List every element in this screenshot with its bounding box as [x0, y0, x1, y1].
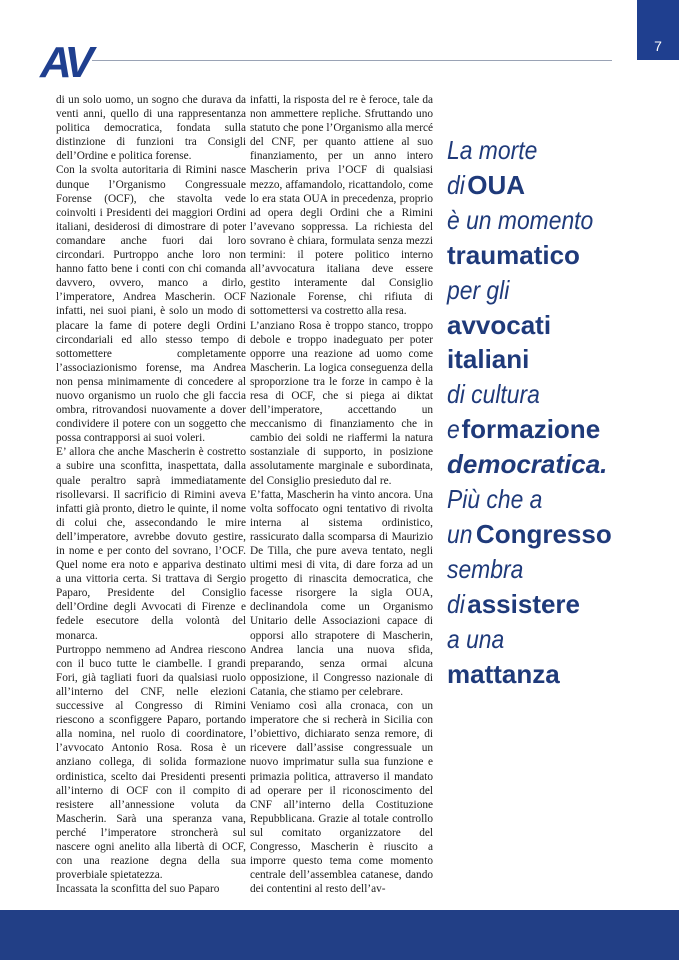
- pull-quote-line: [447, 308, 667, 343]
- column-1-paragraph: Con la svolta autoritaria di Rimini nasce dunque l’Organismo Congressuale Forense (OCF), che stavolta vede coinvolti i Presidenti dei maggiori Ordini italiani, desiderosi di dimostrare di poter comandare anche fuori dai loro circondari. Purtroppo anche loro non hanno fatto bene i conti con chi comanda davvero, ovvero, manco a dirlo, l’imperatore, Andrea Mascherin. OCF infatti, nei suoi piani, è solo un modo di placare la fame di potere degli Ordini circondariali ed allo stesso tempo di sottomettere completamente l’associazionismo forense, ma Andrea non pensa minimamente di concedere al nuovo organismo un ruolo che gli faccia ombra, ritrovandosi nuovamente a dover condividere il potere con un soggetto che possa contrapporsi ai suoi voleri.: [56, 164, 246, 445]
- pull-quote-segment: avvocati: [447, 309, 552, 340]
- column-2-paragraph: E’fatta, Mascherin ha vinto ancora. Una volta soffocato ogni tentativo di rivolta interna al sistema ordinistico, rassicurato dalla scomparsa di Maurizio De Tilla, che pure aveva tentato, negli ultimi mesi di vita, di dare forza ad un progetto di rinascita democratica, che facesse risorgere la sigla OUA, declinandola come un Organismo Unitario delle Associazioni capace di opporsi allo strapotere di Mascherin, Andrea lancia una nuova sfida, preparando, senza ormai alcuna opposizione, il Congresso nazionale di Catania, che stiamo per celebrare.: [250, 488, 433, 698]
- pull-quote-line: [447, 238, 667, 273]
- pull-quote-segment: sembra: [447, 553, 524, 584]
- pull-quote-line: [447, 203, 667, 238]
- column-1-paragraph: Incassata la sconfitta del suo Paparo: [56, 883, 220, 896]
- pull-quote-segment: traumatico: [447, 239, 580, 270]
- pull-quote-line: [447, 133, 667, 168]
- pull-quote-segment: di: [447, 169, 465, 200]
- pull-quote-line: [447, 342, 667, 377]
- column-2-paragraph: L’anziano Rosa è troppo stanco, troppo debole e troppo inadeguato per poter opporre una reazione ad uomo come Mascherin. La logica conseguenza della sproporzione tra le forze in campo è la resa di OCF, che si piega ai diktat dell’imperatore, accettando un meccanismo di finanziamento che in cambio dei soldi ne riaffermi la natura sostanziale di supporto, in posizione assolutamente marginale e subordinata, del Consiglio presieduto dal re.: [250, 319, 433, 487]
- article-column-1: [56, 93, 246, 896]
- pull-quote-line: [447, 482, 667, 517]
- pull-quote-segment: di: [447, 588, 465, 619]
- pull-quote-segment: assistere: [467, 588, 581, 619]
- pull-quote-line: [447, 377, 667, 412]
- column-1-paragraph: E’ allora che anche Mascherin è costretto a subire una sconfitta, inaspettata, dalla quale peraltro saprà immediatamente risollevarsi. Il sacrificio di Rimini aveva infatti già pronto, dietro le quinte, il nome di colui che, assecondando le mire dell’imperatore, avrebbe dovuto gestire, in nome e per conto del sovrano, l’OCF. Quel nome era noto e appariva destinato a una vittoria certa. Si trattava di Sergio Paparo, Presidente del Consiglio dell’Ordine degli Avvocati di Firenze e fedele esecutore della volontà del monarca.: [56, 446, 246, 642]
- footer-bar: [0, 910, 679, 960]
- pull-quote-segment: un: [447, 518, 473, 549]
- pull-quote-segment: formazione: [461, 414, 601, 445]
- pull-quote-line: [447, 517, 667, 552]
- pull-quote: [447, 133, 667, 692]
- header-rule: [92, 60, 612, 61]
- pull-quote-line: [447, 273, 667, 308]
- pull-quote-line: [447, 587, 667, 622]
- magazine-logo: AV: [40, 38, 90, 87]
- pull-quote-line: [447, 447, 667, 482]
- column-1-paragraph: di un solo uomo, un sogno che durava da venti anni, quello di una rappresentanza politica democratica, fondata sulla distinzione di funzioni tra Consigli dell’Ordine e politica forense.: [56, 94, 246, 163]
- pull-quote-segment: mattanza: [447, 658, 560, 689]
- pull-quote-line: [447, 622, 667, 657]
- pull-quote-line: [447, 168, 667, 203]
- pull-quote-segment: Più che a: [447, 484, 543, 515]
- pull-quote-segment: La morte: [447, 135, 538, 165]
- article-column-2: [250, 93, 433, 896]
- pull-quote-line: [447, 552, 667, 587]
- pull-quote-segment: OUA: [467, 169, 526, 200]
- column-2-paragraph: Veniamo così alla cronaca, con un imperatore che si recherà in Sicilia con l’obiettivo, dichiarato senza remore, di ricevere dall’assise congressuale un nuovo imprimatur sulla sua funzione e primazia politica, attraverso il mandato ad operare per il riconoscimento del CNF all’interno della Costituzione Repubblicana. Grazie al totale controllo sul comitato organizzatore del Congresso, Mascherin è riuscito a imporre questo tema come momento centrale dell’assemblea catanese, dando dei contentini al resto dell’av-: [250, 700, 433, 896]
- column-2-paragraph: infatti, la risposta del re è feroce, tale da non ammettere repliche. Sfruttando uno statuto che pone l’Organismo alla mercé del CNF, per quanto attiene al suo finanziamento, per un anno intero Mascherin priva l’OCF di qualsiasi mezzo, affamandolo, ricattandolo, come lo era stata OUA in precedenza, proprio ad opera degli Ordini che a Rimini l’avevano soppressa. La richiesta del sovrano è chiara, formulata senza mezzi termini: il potere politico interno all’avvocatura italiana deve essere gestito interamente dal Consiglio Nazionale Forense, chi rifiuta di sottomettersi va costretto alla resa.: [250, 94, 433, 318]
- column-1-paragraph: Purtroppo nemmeno ad Andrea riescono con il buco tutte le ciambelle. I grandi Fori, già tagliati fuori da qualsiasi ruolo all’interno del CNF, nelle elezioni successive al Congresso di Rimini riescono a sconfiggere Paparo, portando alla nomina, nel ruolo di coordinatore, l’avvocato Antonio Rosa. Rosa è un anziano collega, di solida formazione ordinistica, scelto dai Presidenti presenti all’interno di OCF con il compito di resistere all’annessione voluta da Mascherin. Sarà una speranza vana, perché l’imperatore stroncherà sul nascere ogni anelito alla libertà di OCF, con una reazione degna della sua proverbiale spietatezza.: [56, 643, 246, 882]
- pull-quote-segment: è un momento: [447, 204, 594, 235]
- page-number: 7: [637, 0, 679, 60]
- pull-quote-segment: per gli: [447, 274, 510, 305]
- pull-quote-segment: di cultura: [447, 379, 540, 410]
- pull-quote-line: [447, 657, 667, 692]
- pull-quote-segment: democratica.: [447, 449, 608, 480]
- pull-quote-segment: italiani: [447, 344, 530, 375]
- pull-quote-segment: e: [447, 414, 460, 445]
- pull-quote-line: [447, 412, 667, 447]
- pull-quote-segment: Congresso: [475, 518, 612, 549]
- pull-quote-segment: a una: [447, 623, 505, 654]
